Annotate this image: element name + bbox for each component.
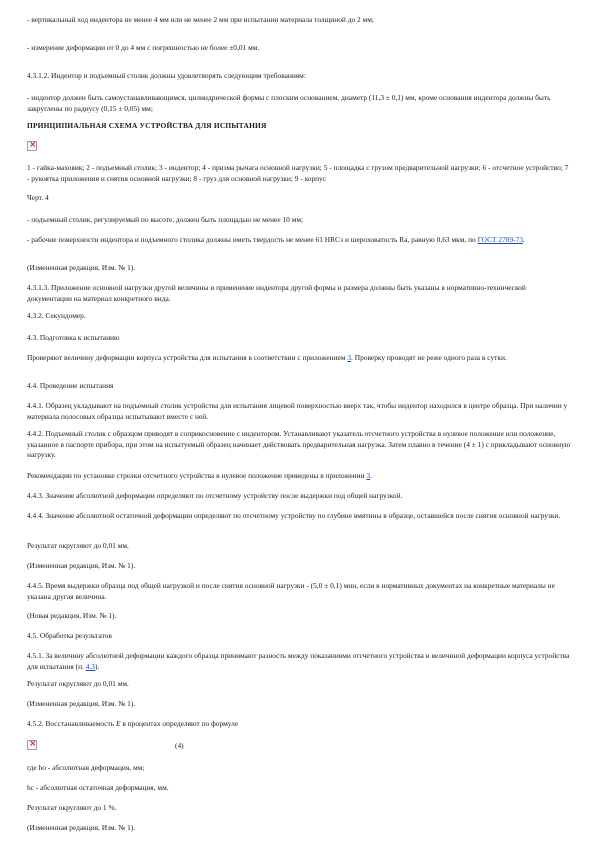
paragraph [27, 651, 572, 672]
gost-link[interactable]: ГОСТ 2789-73 [477, 235, 524, 244]
paragraph-text: 4.5.2. Восстанавливаемость [27, 719, 115, 728]
appendix-link[interactable]: 3 [366, 471, 371, 480]
paragraph-text: 4.5.1. За величину абсолютной деформации каждого образца принимают разность между показаниями отсчетного устройства и величиной деформации корпуса устройства для испытания (п. [27, 651, 570, 671]
period-text: . [370, 471, 372, 480]
paragraph: 4.4.5. Время выдержки образца под общей нагрузкой и после снятия основной нагрузки - (5,0 ± 0,1) мин, если в нормативных документах на конкретные материалы не указана другая величина. [27, 581, 555, 601]
paragraph-text: ). [94, 661, 100, 671]
paragraph: 4.3.1.3. Приложение основной нагрузки другой величины и применение индентора другой формы и размера должны быть указаны в нормативно-технической документации на материал конкретного вида. [27, 283, 526, 303]
paragraph: 4.4.4. Значение абсолютной остаточной деформации определяют по отсчетному устройству по глубине вмятины в образце, оставшейся после снятия основной нагрузки. [27, 511, 561, 520]
paragraph: - вертикальный ход индентора не менее 4 мм или не менее 2 мм при испытании материала толщиной до 2 мм; [27, 15, 374, 24]
paragraph: Результат округляют до 0,01 мм. [27, 679, 129, 688]
amendment-note: (Измененная редакция, Изм. № 1). [27, 823, 136, 832]
amendment-note: (Измененная редакция, Изм. № 1). [27, 561, 136, 570]
amendment-note: (Измененная редакция, Изм. № 1). [27, 263, 136, 272]
amendment-note: (Новая редакция, Изм. № 1). [27, 611, 117, 620]
figure-caption: 1 - гайка-маховик; 2 - подъемный столик; 3 - индентор; 4 - призма рычага основной нагрузки; 5 - площадка с грузом предварительной нагрузки; 6 - отсчетное устройство; 7 - рукоятка приложения и снятия основной нагрузки; 8 - груз для основной нагрузки; 9 - корпус [27, 163, 569, 183]
paragraph-text: Проверяют величину деформации корпуса устройства для испытания в соответствии с приложением [27, 353, 346, 362]
paragraph [27, 471, 572, 482]
symbol-e: E [115, 719, 121, 728]
subsection-heading: 4.3. Подготовка к испытанию [27, 333, 120, 342]
paragraph: - подъемный столик, регулируемый по высоте, должен быть площадью не менее 10 мм; [27, 215, 304, 224]
paragraph: Результат округляют до 1 %. [27, 803, 117, 812]
paragraph: hс - абсолютная остаточная деформация, мм. [27, 783, 169, 792]
paragraph: 4.4.3. Значение абсолютной деформации определяют по отсчетному устройству после выдержки под общей нагрузкой. [27, 491, 403, 500]
paragraph-text: в процентах определяют по формуле [122, 719, 239, 728]
amendment-note: (Измененная редакция, Изм. № 1). [27, 699, 136, 708]
paragraph: 4.3.1.2. Индентор и подъемный столик должны удовлетворять следующим требованиям: [27, 71, 306, 80]
figure-label: Черт. 4 [27, 193, 49, 202]
paragraph [27, 719, 572, 730]
section-heading: ПРИНЦИПИАЛЬНАЯ СХЕМА УСТРОЙСТВА ДЛЯ ИСПЫТАНИЯ [27, 121, 267, 130]
section-link[interactable]: 4.3 [85, 661, 95, 671]
paragraph: 4.4.1. Образец укладывают на подъемный столик устройства для испытания лицевой поверхностью вверх так, чтобы индентор находился в центре образца. При наличии у материала полосовых образцы испытывают вместе с ней. [27, 401, 568, 421]
paragraph: где hο - абсолютная деформация, мм; [27, 763, 145, 772]
appendix-link[interactable]: 3 [347, 353, 352, 362]
paragraph-text: - рабочие поверхности индентора и подъемного столика должны иметь твердость не менее 61 HRCэ и шероховатость Ra, равную 0,63 мкм, по [27, 235, 476, 244]
broken-image-icon [27, 141, 37, 151]
paragraph-text: . Проверку проводят не реже одного раза в сутки. [351, 353, 507, 362]
paragraph [27, 353, 572, 364]
period-text: . [523, 235, 525, 244]
paragraph: - индентор должен быть самоустанавливающимся, цилиндрической формы с плоским основанием, диаметр (11,3 ± 0,1) мм, кроме основания индентора должны быть закруглены по радиусу (0,15 ± 0,05) мм; [27, 93, 551, 113]
formula-number: (4) [175, 741, 184, 750]
subsection-heading: 4.4. Проведение испытания [27, 381, 114, 390]
paragraph [27, 235, 572, 246]
paragraph: - измерение деформации от 0 до 4 мм с погрешностью не более ±0,01 мм. [27, 43, 260, 52]
paragraph: 4.3.2. Секундомер. [27, 311, 86, 320]
paragraph-text: Рекомендации по установке стрелки отсчетного устройства в нулевое положение приведены в приложении [27, 471, 365, 480]
subsection-heading: 4.5. Обработка результатов [27, 631, 112, 640]
broken-image-icon [27, 740, 37, 750]
paragraph: Результат округляют до 0,01 мм. [27, 541, 129, 550]
paragraph: 4.4.2. Подъемный столик с образцом приводят в соприкосновение с индентором. Устанавливают указатель отсчетного устройства в нулевое положение или положение, указанное в паспорте прибора, при этом на испытуемый образец начинает действовать предварительная нагрузка. Затем плавно в течение (4 ± 1) с прикладывают основную нагрузку. [27, 429, 571, 460]
